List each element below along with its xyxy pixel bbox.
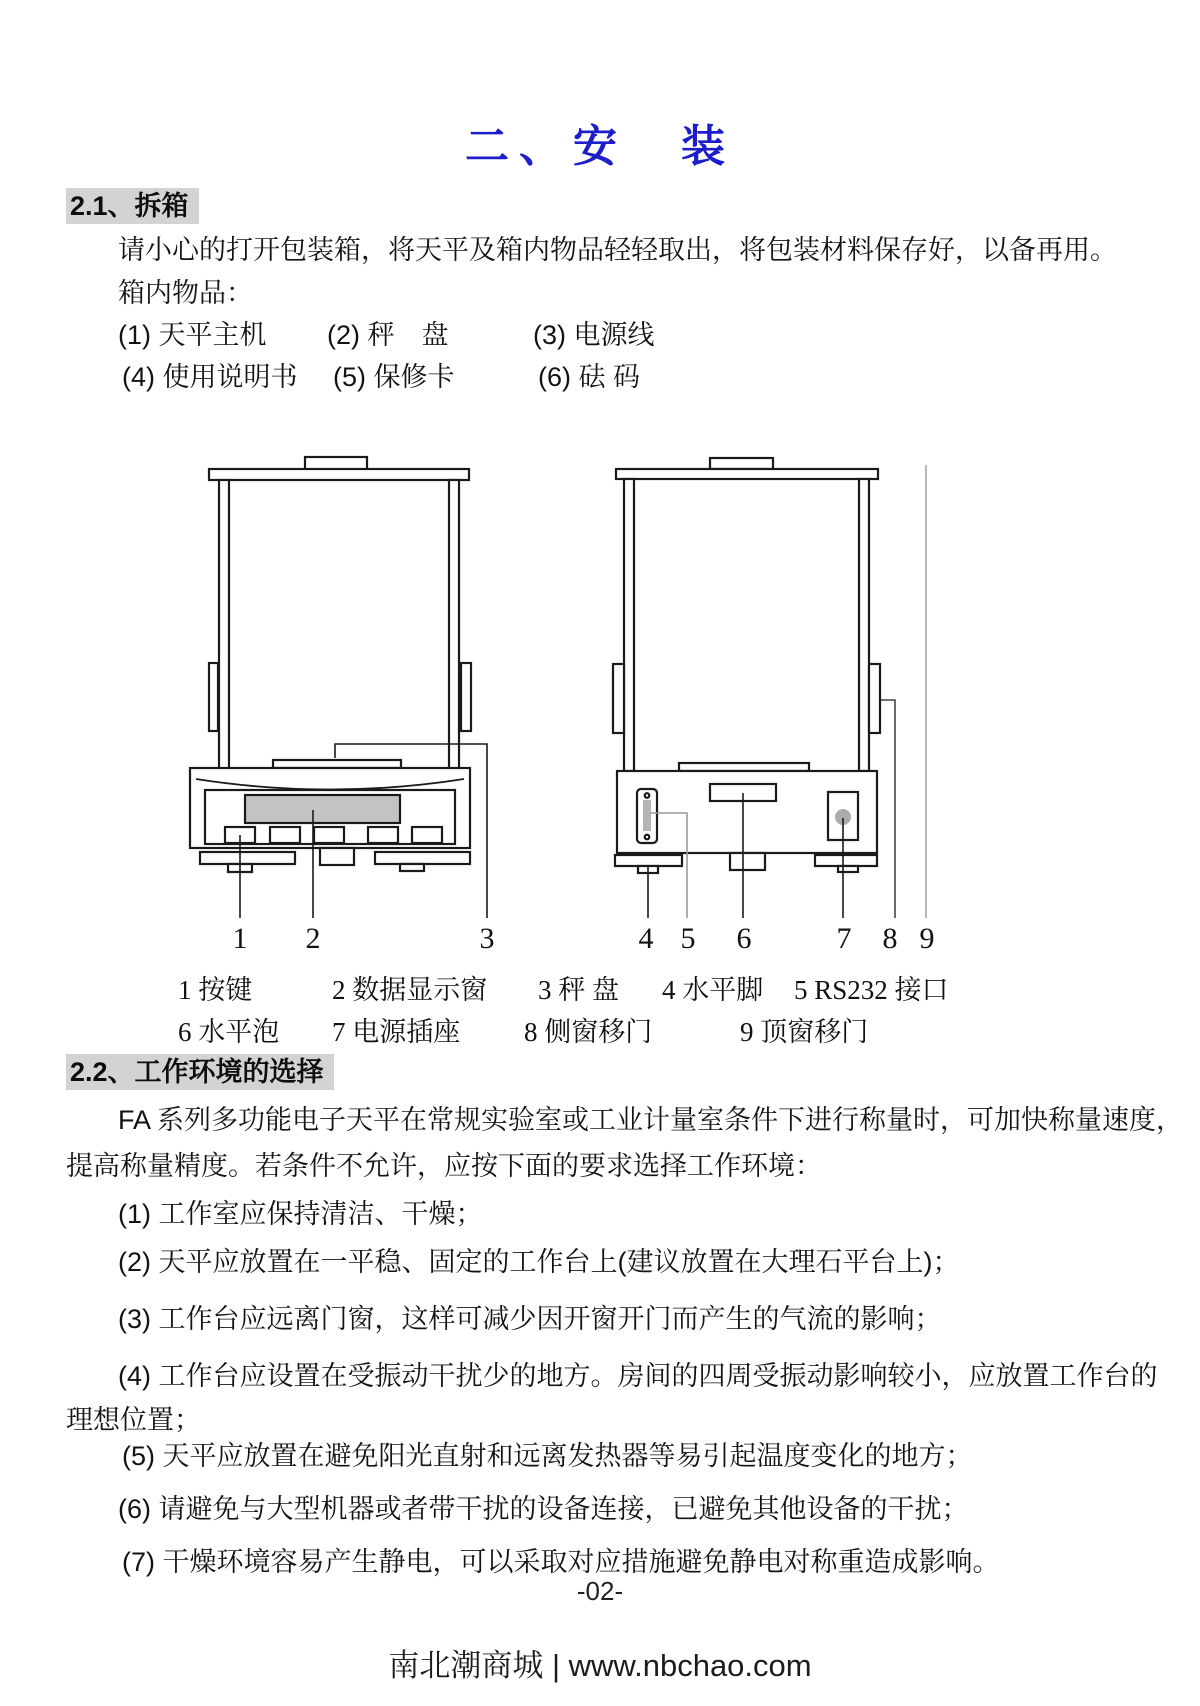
left-post bbox=[624, 479, 634, 771]
env-item-1: (1) 工作室应保持清洁、干燥； bbox=[118, 1199, 483, 1229]
left-side-handle bbox=[209, 663, 218, 731]
rear-center-tab bbox=[730, 853, 765, 870]
weighing-pan bbox=[273, 760, 401, 768]
env-item-5: (5) 天平应放置在避免阳光直射和远离发热器等易引起温度变化的地方； bbox=[122, 1441, 973, 1471]
top-plate bbox=[616, 469, 878, 479]
key-button bbox=[368, 827, 398, 843]
right-post bbox=[449, 480, 459, 769]
balance-front-diagram bbox=[190, 457, 487, 918]
env-item-2: (2) 天平应放置在一平稳、固定的工作台上(建议放置在大理石平台上)； bbox=[118, 1247, 960, 1277]
list-item: (5) 保修卡 bbox=[333, 362, 455, 392]
callout-number: 4 bbox=[638, 922, 654, 955]
callout-number: 1 bbox=[232, 922, 248, 955]
box-contents-label: 箱内物品： bbox=[118, 278, 253, 308]
unpacking-intro: 请小心的打开包装箱，将天平及箱内物品轻轻取出，将包装材料保存好，以备再用。 bbox=[118, 235, 1117, 265]
top-plate bbox=[209, 469, 469, 480]
list-item: (6) 砝 码 bbox=[538, 362, 641, 392]
key-button bbox=[270, 827, 300, 843]
right-post bbox=[859, 479, 869, 771]
env-item-7: (7) 干燥环境容易产生静电，可以采取对应措施避免静电对称重造成影响。 bbox=[122, 1547, 1000, 1577]
env-item-3: (3) 工作台应远离门窗，这样可减少因开窗开门而产生的气流的影响； bbox=[118, 1304, 942, 1334]
rs232-screw bbox=[645, 793, 650, 798]
rear-right-foot-tab bbox=[838, 866, 858, 872]
list-item: (4) 使用说明书 bbox=[122, 362, 298, 392]
top-door-knob bbox=[710, 458, 773, 469]
callout-number: 7 bbox=[836, 922, 852, 955]
right-side-handle bbox=[869, 664, 880, 733]
right-side-handle bbox=[461, 663, 471, 731]
legend-power-socket: 7 电源插座 bbox=[332, 1017, 461, 1047]
callout-number: 5 bbox=[680, 922, 696, 955]
legend-top-door: 9 顶窗移门 bbox=[740, 1017, 869, 1047]
callout-number: 3 bbox=[479, 922, 495, 955]
section-heading-environment: 2.2、工作环境的选择 bbox=[66, 1054, 334, 1090]
front-left-foot bbox=[200, 852, 295, 864]
footer-branding: 南北潮商城 | www.nbchao.com bbox=[388, 1648, 812, 1683]
leader-line-8 bbox=[880, 700, 895, 918]
list-item: (3) 电源线 bbox=[533, 320, 655, 350]
env-item-6: (6) 请避免与大型机器或者带干扰的设备连接，已避免其他设备的干扰； bbox=[118, 1494, 969, 1524]
rear-left-foot bbox=[615, 855, 682, 866]
callout-number: 8 bbox=[882, 922, 898, 955]
callout-number: 9 bbox=[919, 922, 935, 955]
rs232-screw bbox=[645, 835, 650, 840]
callout-number: 6 bbox=[736, 922, 752, 955]
rs232-connector-bar bbox=[643, 800, 651, 831]
env-item-4: (4) 工作台应设置在受振动干扰少的地方。房间的四周受振动影响较小，应放置工作台的 bbox=[118, 1361, 1158, 1391]
page-title: 二、安 装 bbox=[465, 122, 735, 171]
front-right-foot bbox=[375, 852, 470, 864]
display-window bbox=[245, 795, 400, 823]
legend-pan: 3 秤 盘 bbox=[538, 975, 619, 1005]
env-item-4-wrap: 理想位置； bbox=[66, 1405, 201, 1435]
legend-display: 2 数据显示窗 bbox=[332, 975, 488, 1005]
legend-rs232: 5 RS232 接口 bbox=[794, 975, 949, 1005]
list-item: (1) 天平主机 bbox=[118, 320, 267, 350]
legend-leveling-foot: 4 水平脚 bbox=[662, 975, 764, 1005]
callout-number: 2 bbox=[305, 922, 321, 955]
rear-right-foot bbox=[815, 855, 877, 866]
environment-para-line1: FA 系列多功能电子天平在常规实验室或工业计量室条件下进行称量时，可加快称量速度， bbox=[118, 1105, 1184, 1135]
rear-sill bbox=[679, 763, 809, 771]
front-right-foot-tab bbox=[400, 864, 424, 871]
environment-para-line2: 提高称量精度。若条件不允许，应按下面的要求选择工作环境： bbox=[66, 1151, 822, 1181]
legend-keys: 1 按键 bbox=[178, 975, 253, 1005]
key-button bbox=[314, 827, 344, 843]
front-center-tab bbox=[320, 848, 354, 865]
legend-side-door: 8 侧窗移门 bbox=[524, 1017, 653, 1047]
left-post bbox=[219, 480, 229, 769]
page-number: -02- bbox=[576, 1576, 624, 1606]
list-item: (2) 秤 盘 bbox=[327, 320, 449, 350]
key-button bbox=[412, 827, 442, 843]
balance-rear-diagram bbox=[613, 458, 926, 918]
left-side-handle bbox=[613, 664, 624, 733]
section-heading-unpacking: 2.1、拆箱 bbox=[66, 188, 199, 224]
legend-level-bubble: 6 水平泡 bbox=[178, 1017, 280, 1047]
